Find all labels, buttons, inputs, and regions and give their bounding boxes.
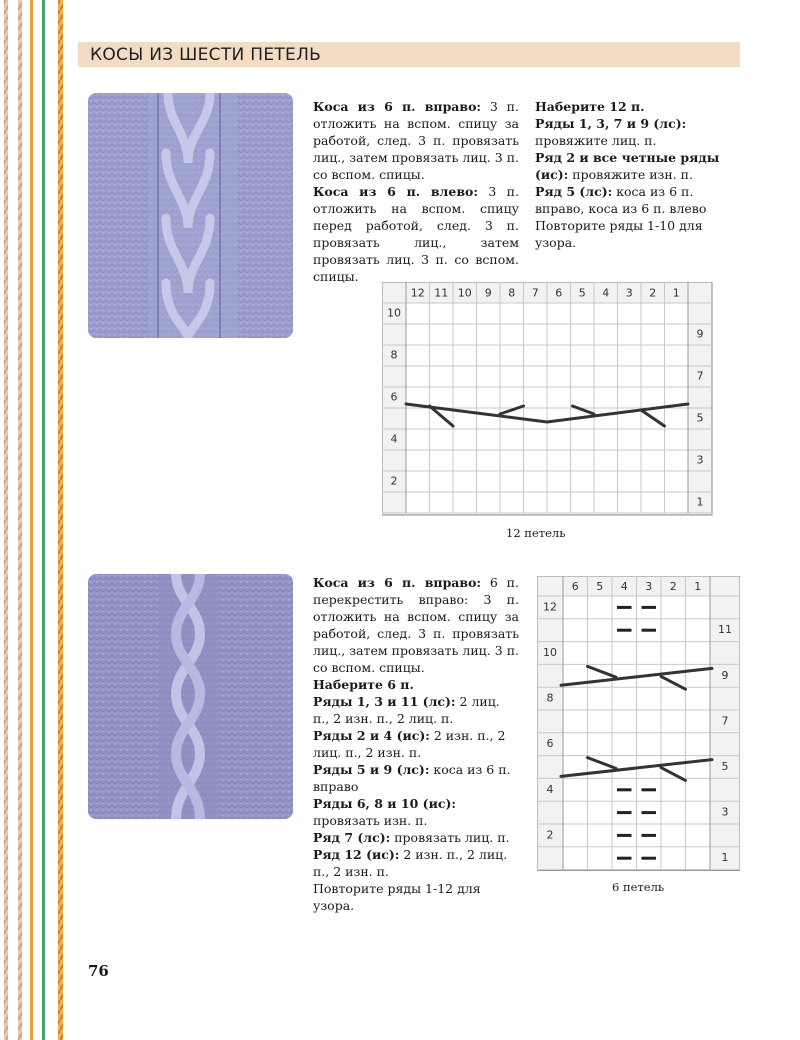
page-title: КОСЫ ИЗ ШЕСТИ ПЕТЕЛЬ [90, 45, 322, 65]
swatch-photo-1 [88, 93, 293, 338]
chart2-row-label: 5 [721, 760, 729, 773]
section1-description [313, 98, 519, 285]
chart2-col-label: 6 [571, 580, 579, 593]
page-number: 76 [88, 962, 109, 980]
chart1-row-label: 4 [390, 432, 398, 446]
section2-description: Коса из 6 п. вправо: 6 п. перекрестить вправо: 3 п. отложить на вспом. спицу за работой, след. 3 п. провязать лиц., затем провязать лиц. 3 п. со вспом. спицы. Наберите 6 п. Ряды 1, 3 и 11 (лс): 2 лиц. п., 2 изн. п., 2 лиц. п. Ряды 2 и 4 (ис): 2 изн. п., 2 лиц. п., 2 изн. п. Ряды 5 и 9 (лс): коса из 6 п. вправо Ряды 6, 8 и 10 (ис): провязать изн. п. Ряд 7 (лс): провязать лиц. п. Ряд 12 (ис): 2 изн. п., 2 лиц. п., 2 изн. п. Повторите ряды 1-12 для узора. [313, 575, 519, 913]
section1-instructions: Наберите 12 п. Ряды 1, 3, 7 и 9 (лс): провяжите лиц. п. Ряд 2 и все четные ряды (ис): провяжите изн. п. Ряд 5 (лс): коса из 6 п. вправо, коса из 6 п. влево Повторите ряды 1-10 для узора. [535, 99, 720, 250]
yarn-decoration [0, 0, 75, 1040]
chart-6-stitches [537, 576, 740, 871]
chart1-row-label: 8 [390, 348, 398, 362]
chart1-col-label: 3 [625, 286, 633, 300]
chart2-row-label: 7 [721, 714, 729, 728]
chart1-row-label: 2 [390, 474, 398, 488]
chart1-col-label: 12 [410, 286, 425, 300]
chart1-col-label: 9 [484, 286, 492, 300]
chart1-row-label: 3 [696, 453, 704, 467]
chart2-row-label: 10 [543, 646, 557, 659]
chart1-row-label: 5 [696, 411, 704, 425]
chart1-row-label: 1 [696, 495, 704, 509]
chart2-row-label: 9 [721, 668, 729, 682]
chart2-row-label: 11 [718, 623, 732, 637]
section1-desc-right: Коса из 6 п. вправо: 3 п. отложить на вспом. спицу за работой, след. 3 п. провязать лиц., затем провязать лиц. 3 п. со вспом. спицы. [313, 99, 519, 182]
chart1-col-label: 11 [434, 286, 449, 300]
chart2-row-label: 3 [721, 805, 729, 819]
chart1-col-label: 6 [555, 286, 563, 300]
chart2-row-label: 8 [546, 691, 554, 705]
chart1-caption: 12 петель [506, 526, 566, 540]
chart1-col-label: 4 [602, 286, 610, 300]
chart2-row-label: 6 [546, 737, 554, 751]
chart1-row-label: 7 [696, 369, 704, 383]
chart1-row-label: 9 [696, 327, 704, 341]
chart2-caption: 6 петель [612, 880, 665, 894]
chart1-col-label: 1 [672, 286, 680, 300]
section1-desc-left: Коса из 6 п. влево: 3 п. отложить на вспом. спицу перед работой, след. 3 п. провязать лиц., затем провязать лиц. 3 п. со вспом. спицы. [313, 184, 519, 284]
chart1-row-label: 10 [387, 306, 401, 320]
chart1-col-label: 8 [508, 286, 516, 300]
chart1-row-label: 6 [390, 390, 398, 404]
chart2-col-label: 2 [669, 580, 677, 593]
chart2-row-label: 4 [546, 782, 554, 796]
chart1-col-label: 2 [649, 286, 657, 300]
chart2-col-label: 1 [694, 580, 702, 593]
chart2-row-label: 1 [721, 851, 729, 865]
chart2-row-label: 12 [543, 600, 557, 614]
chart1-col-label: 7 [531, 286, 539, 300]
chart1-col-label: 10 [457, 286, 472, 300]
chart2-col-label: 4 [620, 580, 628, 593]
chart2-col-label: 3 [645, 580, 653, 593]
chart2-col-label: 5 [596, 580, 604, 593]
chart1-col-label: 5 [578, 286, 586, 300]
chart-12-stitches [382, 282, 714, 518]
swatch-photo-2 [88, 574, 293, 819]
chart2-row-label: 2 [546, 828, 554, 842]
